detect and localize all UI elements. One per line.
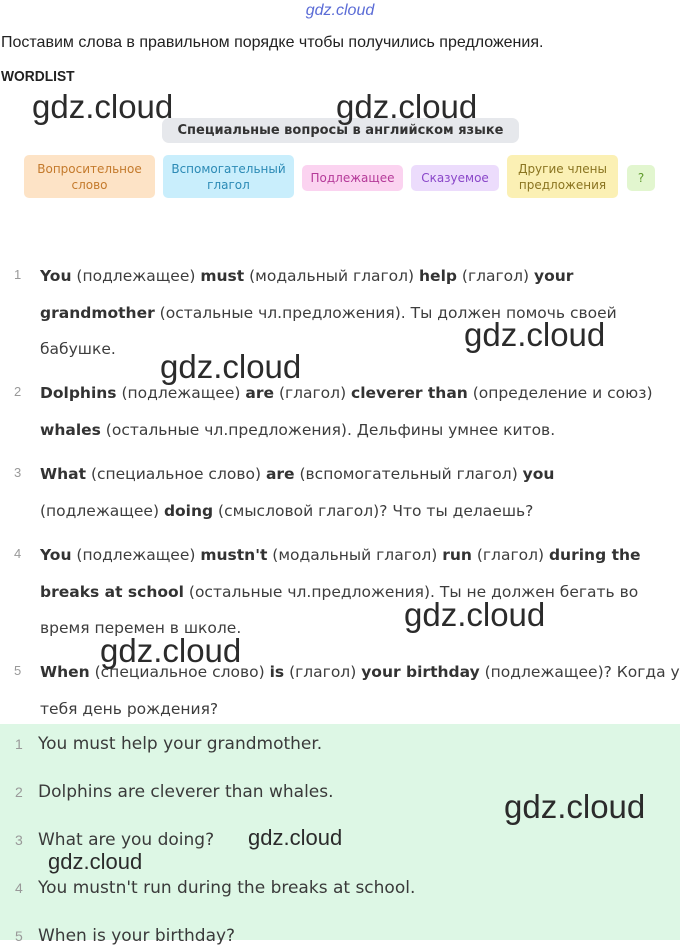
keyword: are — [245, 384, 275, 402]
keyword: cleverer than — [351, 384, 468, 402]
explanation: тебя день рождения? — [40, 699, 219, 718]
site-header-logo[interactable]: gdz.cloud — [305, 2, 375, 19]
chip-subject: Подлежащее — [302, 165, 403, 191]
explanation: (подлежащее) — [71, 546, 201, 564]
keyword: When — [40, 663, 90, 681]
watermark: gdz.cloud — [336, 88, 478, 125]
explanation: (модальный глагол) — [267, 546, 443, 564]
wordlist-label: WORDLIST — [1, 68, 75, 85]
list-number: 1 — [14, 267, 22, 282]
keyword: your birthday — [361, 663, 480, 681]
chip-other-members: Другие члены предложения — [507, 155, 618, 198]
answer-line: When is your birthday? — [38, 926, 236, 946]
answer-number: 3 — [15, 832, 23, 848]
list-item-line — [40, 412, 680, 449]
explanation: время перемен в школе. — [40, 619, 242, 637]
watermark: gdz.cloud — [504, 788, 646, 825]
answer-line: Dolphins are cleverer than whales. — [38, 782, 334, 802]
watermark: gdz.cloud — [32, 88, 174, 125]
list-number: 5 — [14, 663, 22, 678]
list-item-line — [40, 456, 680, 493]
keyword: during the — [548, 546, 641, 564]
explanation: (вспомогательный глагол) — [294, 465, 523, 483]
keyword: grandmother — [40, 303, 155, 322]
keyword: Dolphins — [40, 384, 117, 402]
list-number: 4 — [14, 546, 22, 561]
explanation: (глагол) — [456, 267, 535, 285]
explanation: (подлежащее) — [40, 501, 164, 520]
explanation: (остальные чл.предложения). Ты должен помочь своей — [154, 303, 617, 322]
list-item-line — [40, 375, 680, 412]
list-item-line — [40, 258, 680, 295]
keyword: you — [522, 465, 555, 483]
answer-number: 2 — [15, 784, 23, 800]
answer-number: 4 — [15, 880, 23, 896]
keyword: You — [40, 267, 72, 285]
list-item — [40, 456, 680, 529]
explanation: (подлежащее) — [116, 384, 246, 402]
explanation: бабушке. — [40, 340, 116, 358]
watermark: gdz.cloud — [48, 849, 143, 874]
keyword: breaks at school — [40, 582, 184, 601]
explanation: (определение и союз) — [467, 384, 653, 402]
answer-number: 5 — [15, 928, 23, 944]
list-item-line — [40, 691, 680, 728]
keyword: You — [40, 546, 72, 564]
explanation: (специальное слово) — [89, 663, 270, 681]
list-item-line — [40, 574, 680, 611]
chip-question-mark: ? — [627, 165, 655, 191]
list-number: 2 — [14, 384, 22, 399]
explanation: (глагол) — [274, 384, 352, 402]
keyword: mustn't — [200, 546, 268, 564]
keyword: is — [269, 663, 285, 681]
keyword: run — [442, 546, 472, 564]
keyword: your — [534, 267, 574, 285]
list-item-line — [40, 493, 680, 530]
keyword: help — [419, 267, 457, 285]
watermark: gdz.cloud — [464, 316, 606, 353]
task-instruction: Поставим слова в правильном порядке чтобы получились предложения. — [1, 34, 544, 51]
list-number: 3 — [14, 465, 22, 480]
explanation: (подлежащее) — [71, 267, 201, 285]
watermark: gdz.cloud — [248, 825, 343, 850]
keyword: doing — [163, 501, 214, 520]
chip-question-word: Вопросительное слово — [24, 155, 155, 198]
answer-line: What are you doing? — [38, 830, 215, 850]
list-item — [40, 375, 680, 448]
list-item-line — [40, 537, 680, 574]
explanation: (подлежащее)? Когда у — [479, 663, 680, 681]
keyword: whales — [40, 420, 101, 439]
list-item — [40, 537, 680, 647]
chip-predicate: Сказуемое — [411, 165, 499, 191]
answer-line: You mustn't run during the breaks at school. — [38, 878, 416, 898]
explanation: (остальные чл.предложения). Ты не должен бегать во — [183, 582, 639, 601]
keyword: What — [40, 465, 87, 483]
keyword: must — [200, 267, 245, 285]
answer-line: You must help your grandmother. — [38, 734, 323, 754]
chip-auxiliary-verb: Вспомогательный глагол — [163, 155, 294, 198]
answer-number: 1 — [15, 736, 23, 752]
explanation: (глагол) — [284, 663, 362, 681]
explanation: (специальное слово) — [86, 465, 266, 483]
explanation: (остальные чл.предложения). Дельфины умнее китов. — [100, 420, 556, 439]
legend-title: Специальные вопросы в английском языке — [162, 118, 519, 143]
explanation: (глагол) — [471, 546, 549, 564]
explanation: (смысловой глагол)? Что ты делаешь? — [213, 501, 534, 520]
explanation: (модальный глагол) — [244, 267, 420, 285]
watermark: gdz.cloud — [100, 632, 242, 669]
watermark: gdz.cloud — [404, 596, 546, 633]
watermark: gdz.cloud — [160, 348, 302, 385]
keyword: are — [265, 465, 295, 483]
